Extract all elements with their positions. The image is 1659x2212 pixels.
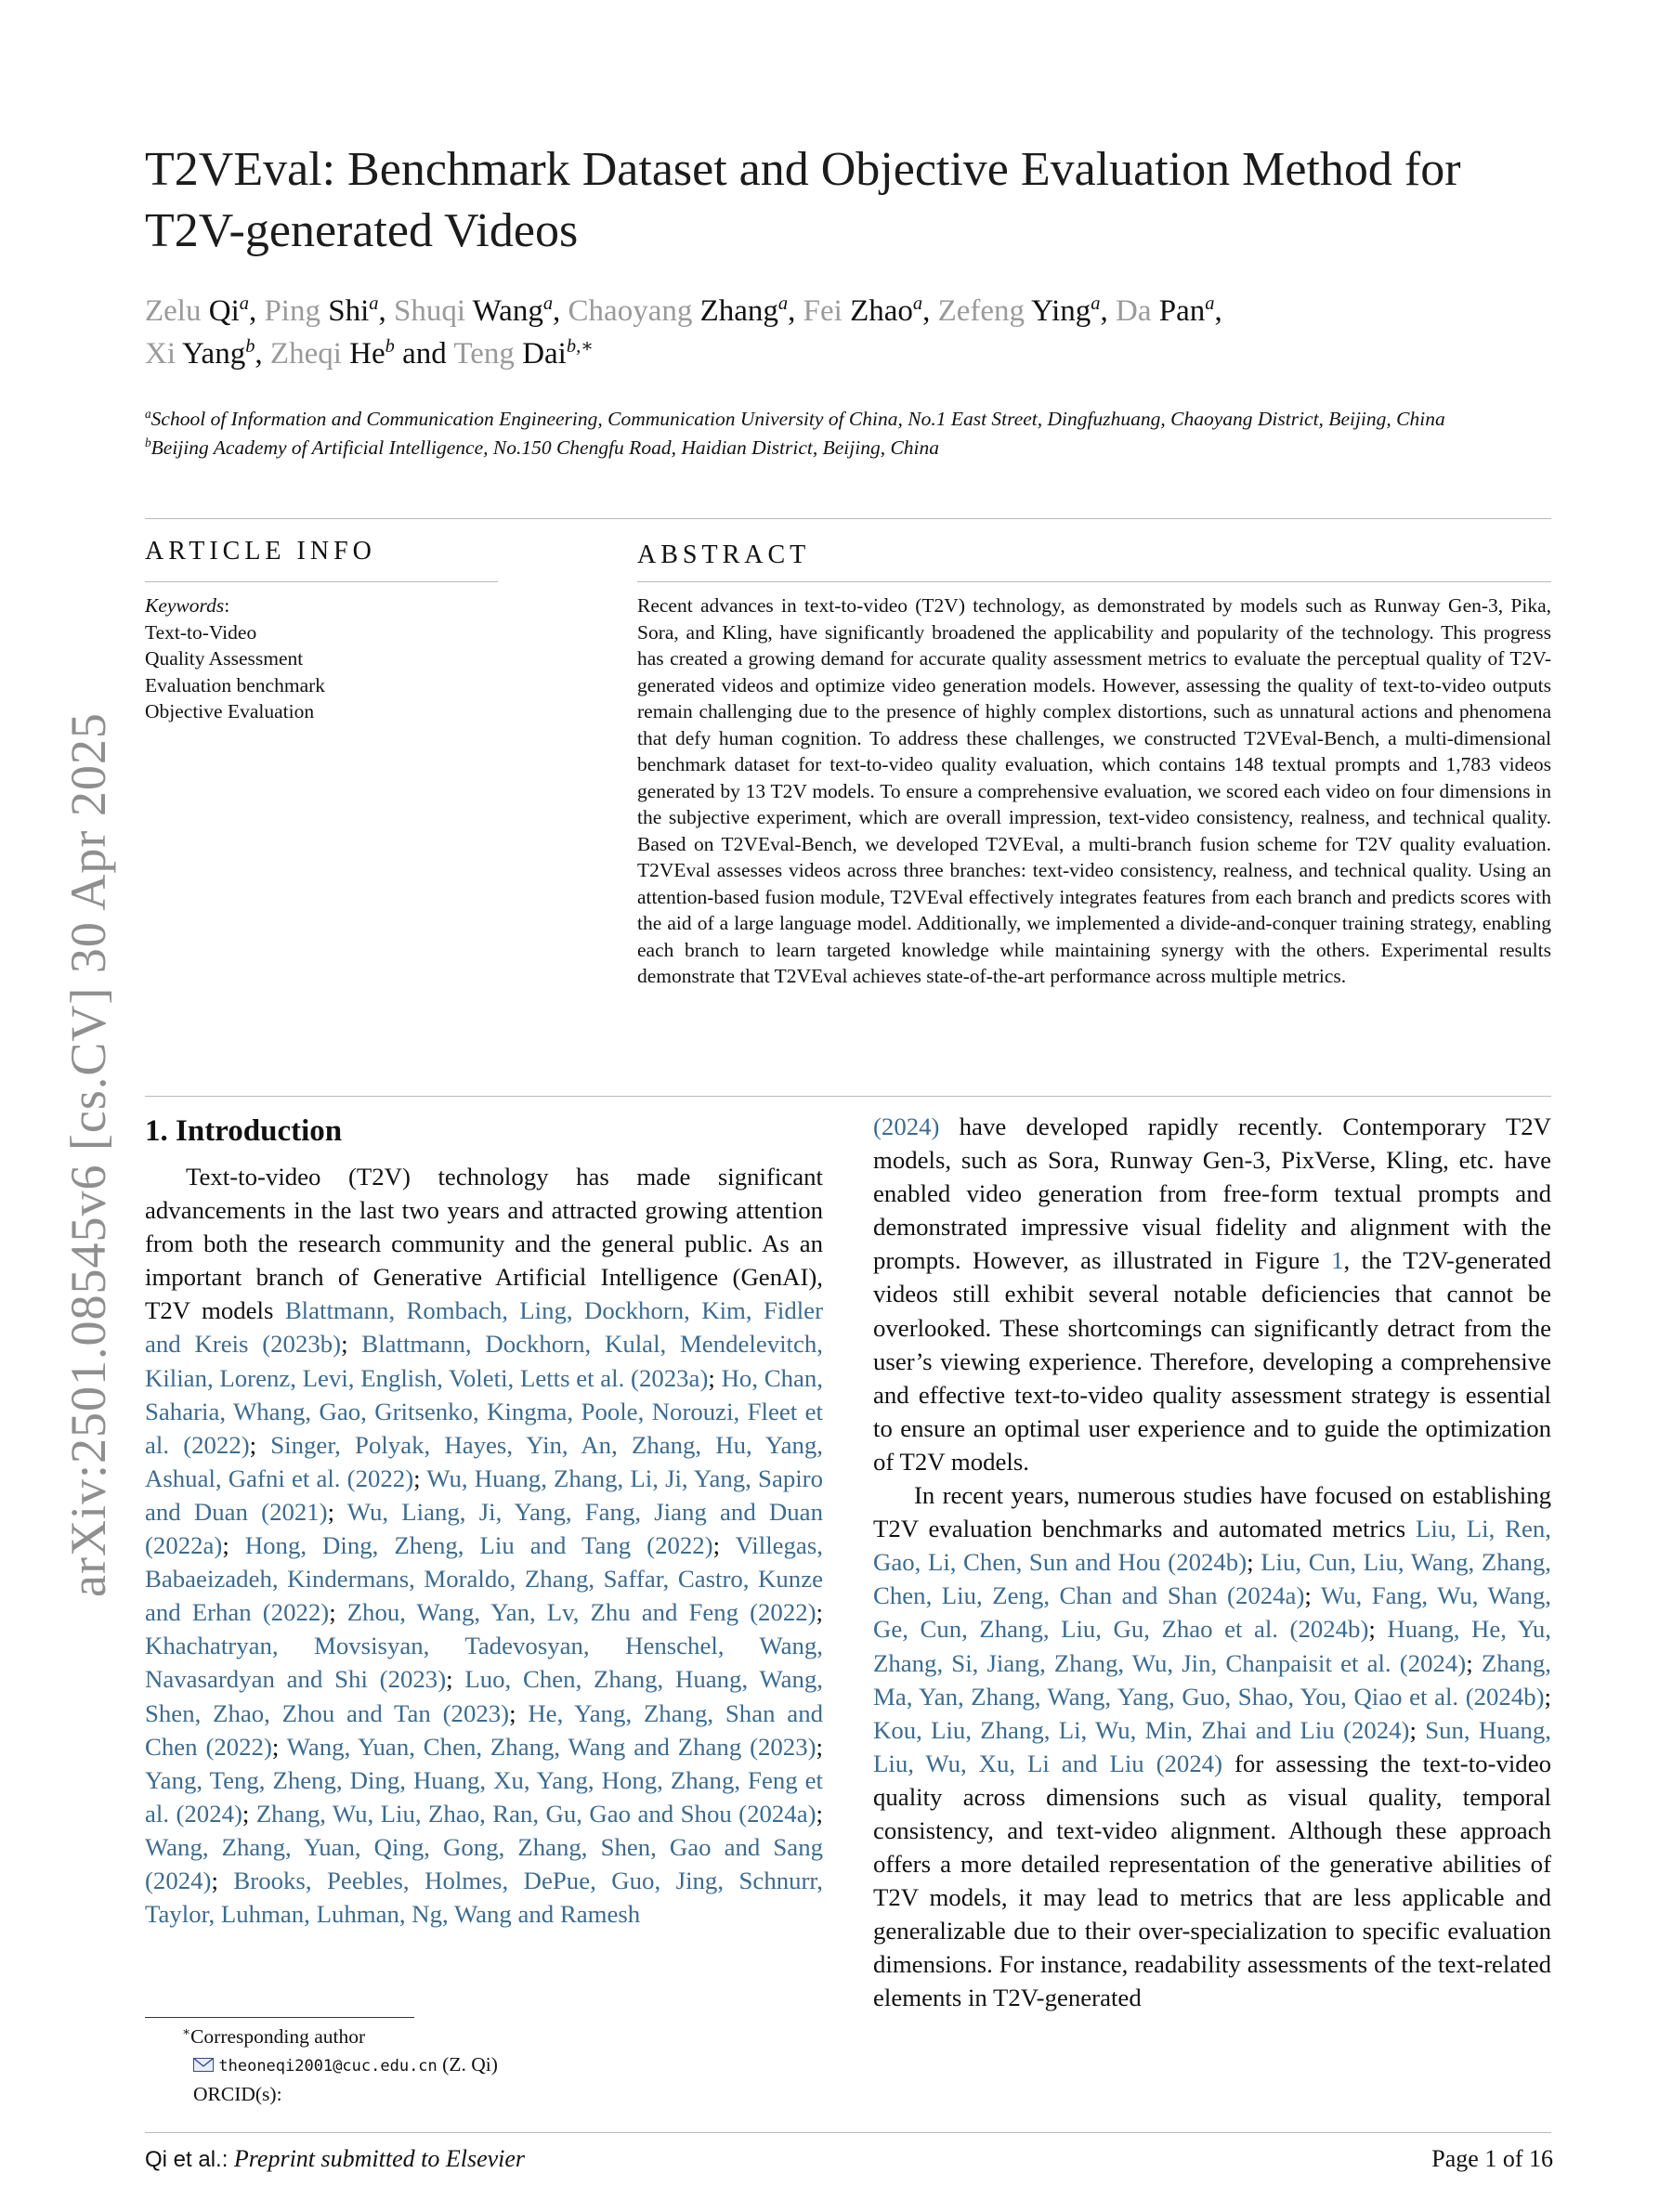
citation-link[interactable]: Zhang, Wu, Liu, Zhao, Ran, Gu, Gao and Shou (2024a): [255, 1799, 816, 1828]
body-column-right: [873, 1110, 1551, 2015]
divider-abstract: [637, 581, 1551, 582]
author-name: Da Pan$^a$: [1115, 293, 1215, 328]
citation-link[interactable]: Wang, Zhang, Yuan, Qing, Gong, Zhang, Shen, Gao and Sang (2024): [145, 1832, 823, 1894]
orcid-line: ORCID(s):: [193, 2083, 282, 2105]
citation-link[interactable]: Khachatryan, Movsisyan, Tadevosyan, Henschel, Wang, Navasardyan and Shi (2023): [145, 1632, 823, 1694]
citation-link[interactable]: Blattmann, Rombach, Ling, Dockhorn, Kim, Fidler and Kreis (2023b): [145, 1296, 823, 1359]
citation-link[interactable]: Singer, Polyak, Hayes, Yin, An, Zhang, Hu, Yang, Ashual, Gafni et al. (2022): [145, 1430, 823, 1492]
author-name: Zefeng Ying$^a$: [937, 293, 1101, 328]
affiliation-a: $^a$School of Information and Communication Engineering, Communication University of China, No.1 East Street, Dingfuzhuang, Chaoyang District, Beijing, China: [145, 406, 1445, 430]
author-name: Fei Zhao$^a$: [803, 293, 923, 328]
arxiv-identifier-stamp: [0, 0, 121, 1634]
divider-body: [145, 1096, 1551, 1097]
author-name: Teng Dai$^{b,∗}$: [453, 336, 594, 371]
citation-link[interactable]: He, Yang, Zhang, Shan and Chen (2022): [145, 1698, 823, 1761]
article-info-heading: ARTICLE INFO: [145, 537, 376, 566]
keywords-block: [145, 592, 498, 725]
envelope-icon: [193, 2058, 214, 2072]
citation-link[interactable]: Wang, Yuan, Chen, Zhang, Wang and Zhang (2023): [286, 1732, 816, 1761]
citation-link[interactable]: Yang, Teng, Zheng, Ding, Huang, Xu, Yang, Hong, Zhang, Feng et al. (2024): [145, 1765, 823, 1828]
corresponding-author-note: ∗Corresponding author: [182, 2023, 366, 2048]
author-name: Zheqi He$^b$: [269, 336, 395, 371]
paper-title: T2VEval: Benchmark Dataset and Objective Evaluation Method for T2V-generated Videos: [145, 143, 1461, 257]
citation-link[interactable]: Blattmann, Dockhorn, Kulal, Mendelevitch, Kilian, Lorenz, Levi, English, Voleti, Letts et al. (2023a): [145, 1330, 823, 1392]
keyword-item: Text-to-Video: [145, 620, 257, 644]
citation-link[interactable]: Ho, Chan, Saharia, Whang, Gao, Gritsenko, Kingma, Poole, Norouzi, Fleet et al. (2022): [145, 1363, 823, 1459]
email-line: theoneqi2001@cuc.edu.cn (Z. Qi): [145, 2050, 702, 2080]
keywords-label: Keywords:: [145, 594, 230, 617]
author-name: Zelu Qi$^a$: [145, 293, 249, 328]
citation-link[interactable]: Wu, Fang, Wu, Wang, Ge, Cun, Zhang, Liu, Gu, Zhao et al. (2024b): [873, 1581, 1552, 1644]
citation-link[interactable]: Wu, Huang, Zhang, Li, Ji, Yang, Sapiro and Duan (2021): [145, 1464, 823, 1526]
citation-link[interactable]: Hong, Ding, Zheng, Liu and Tang (2022): [244, 1531, 713, 1560]
intro-paragraph-1: Text-to-video (T2V) technology has made significant advancements in the last two years and attracted growing attention from both the research community and the general public. As an important branch of Generative Artificial Intelligence (GenAI), T2V models Blattmann, Rombach, Ling, Dockhorn, Kim, Fidler and Kreis (2023b); Blattmann, Dockhorn, Kulal, Mendelevitch, Kilian, Lorenz, Levi, English, Voleti, Letts et al. (2023a); Ho, Chan, Saharia, Whang, Gao, Gritsenko, Kingma, Poole, Norouzi, Fleet et al. (2022); Singer, Polyak, Hayes, Yin, An, Zhang, Hu, Yang, Ashual, Gafni et al. (2022); Wu, Huang, Zhang, Li, Ji, Yang, Sapiro and Duan (2021); Wu, Liang, Ji, Yang, Fang, Jiang and Duan (2022a); Hong, Ding, Zheng, Liu and Tang (2022); Villegas, Babaeizadeh, Kindermans, Moraldo, Zhang, Saffar, Castro, Kunze and Erhan (2022); Zhou, Wang, Yan, Lv, Zhu and Feng (2022); Khachatryan, Movsisyan, Tadevosyan, Henschel, Wang, Navasardyan and Shi (2023); Luo, Chen, Zhang, Huang, Wang, Shen, Zhao, Zhou and Tan (2023); He, Yang, Zhang, Shan and Chen (2022); Wang, Yuan, Chen, Zhang, Wang and Zhang (2023); Yang, Teng, Zheng, Ding, Huang, Xu, Yang, Hong, Zhang, Feng et al. (2024); Zhang, Wu, Liu, Zhao, Ran, Gu, Gao and Shou (2024a); Wang, Zhang, Yuan, Qing, Gong, Zhang, Shen, Gao and Sang (2024); Brooks, Peebles, Holmes, DePue, Guo, Jing, Schnurr, Taylor, Luhman, Luhman, Ng, Wang and Ramesh: [145, 1163, 823, 1929]
citation-list: Blattmann, Rombach, Ling, Dockhorn, Kim, Fidler and Kreis (2023b); Blattmann, Dockhorn, Kulal, Mendelevitch, Kilian, Lorenz, Levi, English, Voleti, Letts et al. (2023a); Ho, Chan, Saharia, Whang, Gao, Gritsenko, Kingma, Poole, Norouzi, Fleet et al. (2022); Singer, Polyak, Hayes, Yin, An, Zhang, Hu, Yang, Ashual, Gafni et al. (2022); Wu, Huang, Zhang, Li, Ji, Yang, Sapiro and Duan (2021); Wu, Liang, Ji, Yang, Fang, Jiang and Duan (2022a); Hong, Ding, Zheng, Liu and Tang (2022); Villegas, Babaeizadeh, Kindermans, Moraldo, Zhang, Saffar, Castro, Kunze and Erhan (2022); Zhou, Wang, Yan, Lv, Zhu and Feng (2022); Khachatryan, Movsisyan, Tadevosyan, Henschel, Wang, Navasardyan and Shi (2023); Luo, Chen, Zhang, Huang, Wang, Shen, Zhao, Zhou and Tan (2023); He, Yang, Zhang, Shan and Chen (2022); Wang, Yuan, Chen, Zhang, Wang and Zhang (2023); Yang, Teng, Zheng, Ding, Huang, Xu, Yang, Hong, Zhang, Feng et al. (2024); Zhang, Wu, Liu, Zhao, Ran, Gu, Gao and Shou (2024a); Wang, Zhang, Yuan, Qing, Gong, Zhang, Shen, Gao and Sang (2024); Brooks, Peebles, Holmes, DePue, Guo, Jing, Schnurr, Taylor, Luhman, Luhman, Ng, Wang and Ramesh: [145, 1296, 823, 1929]
divider-top: [145, 518, 1551, 519]
citation-link[interactable]: Zhang, Ma, Yan, Zhang, Wang, Yang, Guo, Shao, You, Qiao et al. (2024b): [873, 1648, 1551, 1711]
author-list: Zelu Qi$^a$, Ping Shi$^a$, Shuqi Wang$^a$, Chaoyang Zhang$^a$, Fei Zhao$^a$, Zefeng Ying$^a$, Da Pan$^a$, Xi Yang$^b$, Zheqi He$^b$ and Teng Dai$^{b,∗}$: [145, 293, 1222, 371]
section-heading-introduction: 1. Introduction: [145, 1114, 343, 1148]
citation-link[interactable]: Liu, Cun, Liu, Wang, Zhang, Chen, Liu, Zeng, Chan and Shan (2024a): [873, 1548, 1551, 1610]
footer-rule: [145, 2132, 1551, 2133]
author-name: Chaoyang Zhang$^a$: [568, 293, 789, 328]
footnote: [145, 2023, 702, 2108]
citation-link[interactable]: Zhou, Wang, Yan, Lv, Zhu and Feng (2022): [346, 1598, 816, 1627]
keyword-item: Evaluation benchmark: [145, 673, 326, 696]
footer-citation: Qi et al.: Preprint submitted to Elsevier: [145, 2145, 526, 2172]
abstract-heading: ABSTRACT: [637, 540, 811, 569]
citation-link[interactable]: Kou, Liu, Zhang, Li, Wu, Min, Zhai and Liu (2024): [873, 1715, 1410, 1744]
keyword-item: Quality Assessment: [145, 647, 304, 670]
abstract-text: Recent advances in text-to-video (T2V) technology, as demonstrated by models such as Runway Gen-3, Pika, Sora, and Kling, have significantly broadened the applicability and popularity of the technology. This progress has created a growing demand for accurate quality assessment metrics to evaluate the perceptual quality of T2V-generated videos and optimize video generation models. However, assessing the quality of text-to-video outputs remain challenging due to the presence of highly complex distortions, such as unnatural actions and phenomena that defy human cognition. To address these challenges, we constructed T2VEval-Bench, a multi-dimensional benchmark dataset for text-to-video quality evaluation, which contains 148 textual prompts and 1,783 videos generated by 13 T2V models. To ensure a comprehensive evaluation, we scored each video on four dimensions in the subjective experiment, which are overall impression, text-video consistency, realness, and technical quality. Based on T2VEval-Bench, we developed T2VEval, a multi-branch fusion scheme for T2V quality evaluation. T2VEval assesses videos across three branches: text-video consistency, realness, and technical quality. Using an attention-based fusion module, T2VEval effectively integrates features from each branch and predicts scores with the aid of a large language model. Additionally, we implemented a divide-and-conquer training strategy, enabling each branch to learn targeted knowledge while maintaining synergy with the others. Experimental results demonstrate that T2VEval achieves state-of-the-art performance across multiple metrics.: [637, 594, 1551, 987]
author-name: Ping Shi$^a$: [264, 293, 379, 328]
affiliation-b: $^b$Beijing Academy of Artificial Intelligence, No.150 Chengfu Road, Haidian District, Beijing, China: [145, 435, 940, 459]
affiliations: [145, 405, 1538, 462]
citation-link[interactable]: (2024): [873, 1113, 940, 1140]
intro-paragraph-2: In recent years, numerous studies have focused on establishing T2V evaluation benchmarks and automated metrics Liu, Li, Ren, Gao, Li, Chen, Sun and Hou (2024b); Liu, Cun, Liu, Wang, Zhang, Chen, Liu, Zeng, Chan and Shan (2024a); Wu, Fang, Wu, Wang, Ge, Cun, Zhang, Liu, Gu, Zhao et al. (2024b); Huang, He, Yu, Zhang, Si, Jiang, Zhang, Wu, Jin, Chanpaisit et al. (2024); Zhang, Ma, Yan, Zhang, Wang, Yang, Guo, Shao, You, Qiao et al. (2024b); Kou, Liu, Zhang, Li, Wu, Min, Zhai and Liu (2024); Sun, Huang, Liu, Wu, Xu, Li and Liu (2024) for assessing the text-to-video quality across dimensions such as visual quality, temporal consistency, and text-video alignment. Although these approach offers a more detailed representation of the generative abilities of T2V models, it may lead to metrics that are less applicable and generalizable due to their over-specialization to specific evaluation dimensions. For instance, readability assessments of the text-related elements in T2V-generated: [873, 1481, 1552, 2012]
email-link[interactable]: theoneqi2001@cuc.edu.cn: [218, 2057, 438, 2075]
citation-link[interactable]: Sun, Huang, Liu, Wu, Xu, Li and Liu (2024): [873, 1715, 1551, 1777]
citation-link[interactable]: Brooks, Peebles, Holmes, DePue, Guo, Jing, Schnurr, Taylor, Luhman, Luhman, Ng, Wang and Ramesh: [145, 1866, 823, 1929]
footnote-rule: [145, 2017, 414, 2018]
body-column-left: [145, 1110, 823, 1931]
citation-list: Liu, Li, Ren, Gao, Li, Chen, Sun and Hou (2024b); Liu, Cun, Liu, Wang, Zhang, Chen, Liu, Zeng, Chan and Shan (2024a); Wu, Fang, Wu, Wang, Ge, Cun, Zhang, Liu, Gu, Zhao et al. (2024b); Huang, He, Yu, Zhang, Si, Jiang, Zhang, Wu, Jin, Chanpaisit et al. (2024); Zhang, Ma, Yan, Zhang, Wang, Yang, Guo, Shao, You, Qiao et al. (2024b); Kou, Liu, Zhang, Li, Wu, Min, Zhai and Liu (2024); Sun, Huang, Liu, Wu, Xu, Li and Liu (2024): [873, 1515, 1552, 1777]
citation-link[interactable]: Wu, Liang, Ji, Yang, Fang, Jiang and Duan (2022a): [145, 1497, 823, 1560]
citation-link[interactable]: Luo, Chen, Zhang, Huang, Wang, Shen, Zhao, Zhou and Tan (2023): [145, 1665, 823, 1727]
keyword-item: Objective Evaluation: [145, 700, 315, 722]
page-number: Page 1 of 16: [1431, 2145, 1553, 2172]
author-name: Xi Yang$^b$: [145, 336, 255, 371]
citation-link[interactable]: Liu, Li, Ren, Gao, Li, Chen, Sun and Hou (2024b): [873, 1515, 1551, 1577]
divider-article-info: [145, 581, 498, 582]
figure-ref-link[interactable]: 1: [1331, 1246, 1344, 1275]
intro-paragraph-1-continued: (2024) have developed rapidly recently. Contemporary T2V models, such as Sora, Runway Gen-3, PixVerse, Kling, etc. have enabled video generation from free-form textual prompts and demonstrated impressive visual fidelity and alignment with the prompts. However, as illustrated in Figure 1, the T2V-generated videos still exhibit several notable deficiencies that cannot be overlooked. These shortcomings can significantly detract from the user’s viewing experience. Therefore, developing a comprehensive and effective text-to-video quality assessment strategy is essential to ensure an optimal user experience and to guide the optimization of T2V models.: [873, 1113, 1552, 1476]
author-name: Shuqi Wang$^a$: [393, 293, 554, 328]
arxiv-stamp-text: arXiv:2501.08545v6 [cs.CV] 30 Apr 2025: [60, 712, 116, 1597]
citation-link[interactable]: Villegas, Babaeizadeh, Kindermans, Moraldo, Zhang, Saffar, Castro, Kunze and Erhan (2022): [145, 1531, 823, 1627]
citation-link[interactable]: Huang, He, Yu, Zhang, Si, Jiang, Zhang, Wu, Jin, Chanpaisit et al. (2024): [873, 1615, 1551, 1677]
